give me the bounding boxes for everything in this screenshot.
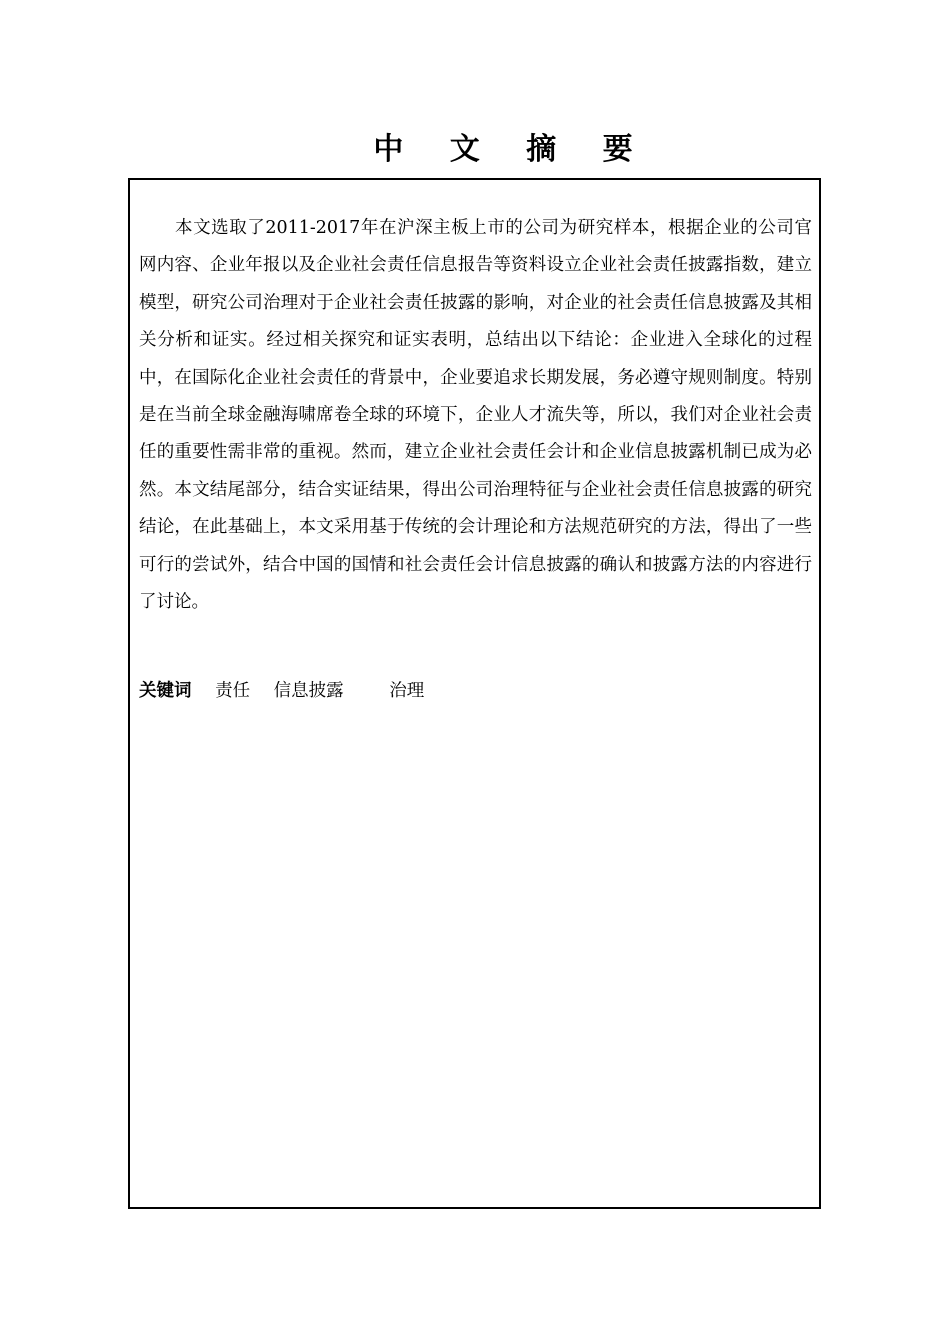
page-title: 中 文 摘 要	[373, 132, 651, 167]
abstract-body: 本文选取了2011-2017年在沪深主板上市的公司为研究样本，根据企业的公司官网内容、企业年报以及企业社会责任信息报告等资料设立企业社会责任披露指数，建立模型，研究公司治理对于企业社会责任披露的影响，对企业的社会责任信息披露及其相关分析和证实。经过相关探究和证实表明，总结出以下结论：企业进入全球化的过程中，在国际化企业社会责任的背景中，企业要追求长期发展，务必遵守规则制度。特别是在当前全球金融海啸席卷全球的环境下，企业人才流失等，所以，我们对企业社会责任的重要性需非常的重视。然而，建立企业社会责任会计和企业信息披露机制已成为必然。本文结尾部分，结合实证结果，得出公司治理特征与企业社会责任信息披露的研究结论，在此基础上，本文采用基于传统的会计理论和方法规范研究的方法，得出了一些可行的尝试外，结合中国的国情和社会责任会计信息披露的确认和披露方法的内容进行了讨论。	[139, 218, 812, 613]
keywords-label: 关键词	[139, 681, 192, 701]
keyword-term: 信息披露	[273, 681, 344, 701]
keyword-term: 治理	[389, 681, 425, 701]
keywords-line	[139, 676, 424, 706]
keyword-term: 责任	[215, 681, 251, 701]
